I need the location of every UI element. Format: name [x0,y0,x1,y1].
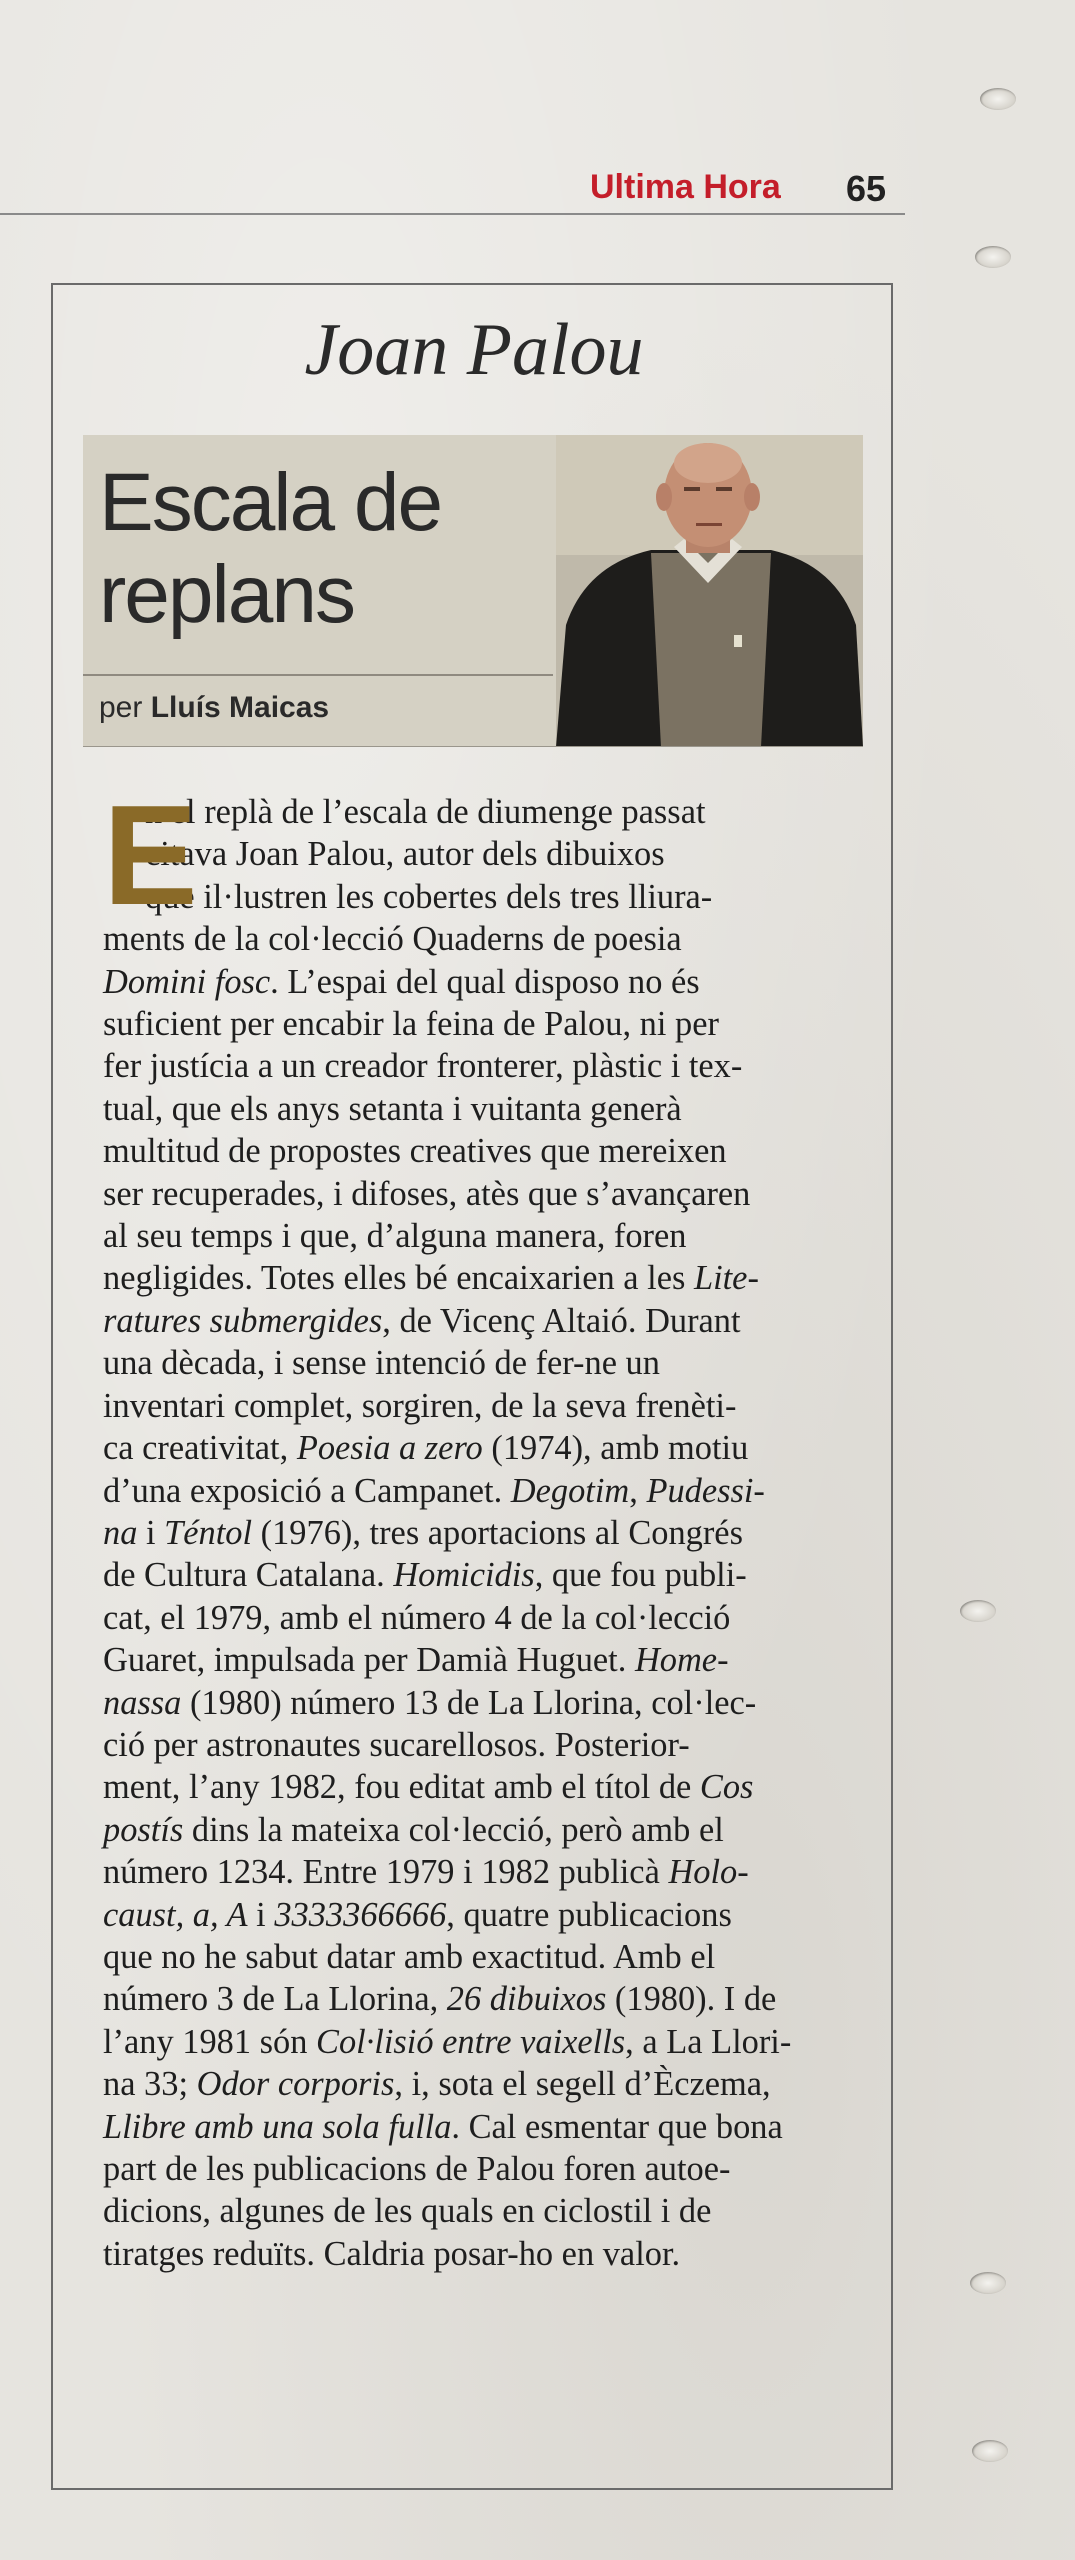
byline [99,691,329,725]
body-text-segment: n el replà de l’escala de diumenge passat [145,793,706,831]
punch-hole [975,246,1011,268]
body-line [103,1978,863,2020]
body-line [103,1639,863,1681]
body-title-italic: ratures submergides [103,1301,383,1340]
body-text-segment: ca creativitat, [103,1429,297,1468]
body-text-segment: na 33; [103,2065,197,2104]
body-text-segment: que il·lustren les cobertes dels tres lliura- [145,877,713,916]
body-text-segment: . Cal esmentar que bona [451,2107,783,2146]
body-line [103,2106,863,2148]
header-rule [0,213,905,215]
body-text-segment: , que fou publi- [534,1556,747,1595]
body-title-italic: nassa [103,1683,182,1722]
body-line [103,918,863,960]
body-line [103,1766,863,1808]
body-title-italic: caust, a, A [103,1895,248,1934]
body-text-segment: part de les publicacions de Palou foren autoe- [103,2150,731,2188]
author-portrait [556,435,863,747]
punch-hole [960,1600,996,1622]
body-title-italic: 3333366666 [274,1895,447,1934]
column-title-line: replans [99,549,354,640]
body-text-segment: tual, que els anys setanta i vuitanta generà [103,1089,682,1128]
body-text-segment: número 3 de La Llorina, [103,1980,447,2019]
body-line [103,1427,863,1469]
body-line [103,1851,863,1893]
body-line [103,876,863,918]
body-text-segment: , a La Llori- [625,2022,792,2061]
body-line [103,1470,863,1512]
byline-prefix: per [99,691,143,724]
body-text-segment: negligides. Totes elles bé encaixarien a les [103,1259,694,1298]
body-title-italic: Odor corporis [196,2065,395,2104]
body-text-segment: i [247,1895,275,1934]
body-text-segment: dins la mateixa col·lecció, però amb el [183,1810,724,1849]
body-line [103,1385,863,1427]
body-text-segment: (1974), amb motiu [482,1429,749,1468]
body-text-segment: ment, l’any 1982, fou editat amb el títol de [103,1768,700,1807]
body-title-italic: Home- [634,1641,729,1680]
body-line [103,1342,863,1384]
body-title-italic: Holo- [668,1853,749,1892]
body-line [103,1936,863,1978]
body-title-italic: Col·lisió entre vaixells [316,2022,626,2061]
author-heading: Joan Palou [304,309,644,391]
body-title-italic: Lite- [693,1259,759,1298]
body-line [103,791,863,833]
body-line [103,833,863,875]
body-title-italic: postís [103,1810,184,1849]
punch-hole [980,88,1016,110]
body-line [103,1682,863,1724]
body-text-segment: ments de la col·lecció Quaderns de poesia [103,920,682,959]
body-line [103,1173,863,1215]
body-title-italic: Domini fosc [103,962,271,1001]
body-line [103,1724,863,1766]
body-text-segment: número 1234. Entre 1979 i 1982 publicà [103,1853,669,1892]
body-line [103,1130,863,1172]
column-title-line: Escala de [99,457,442,548]
body-text-segment: cat, el 1979, amb el número 4 de la col·lecció [103,1598,731,1637]
body-title-italic: Téntol [164,1513,253,1552]
drop-cap: E [103,776,198,935]
body-line [103,2190,863,2232]
body-text-segment: (1980). I de [606,1980,777,2019]
body-line [103,2063,863,2105]
body-title-italic: Homicidis [393,1556,535,1595]
article [51,283,893,2490]
body-line [103,1257,863,1299]
body-line [103,961,863,1003]
body-text-segment: ció per astronautes sucarellosos. Posterior- [103,1725,690,1764]
body-text-segment: . L’espai del qual disposo no és [270,962,700,1001]
body-line [103,2021,863,2063]
body-line [103,1894,863,1936]
body-title-italic: Cos [699,1768,754,1807]
body-text-segment: (1980) número 13 de La Llorina, col·lec- [181,1683,757,1722]
column-title [99,457,539,641]
body-text-segment: multitud de propostes creatives que mereixen [103,1132,727,1171]
title-band [83,435,863,747]
body-text-segment: de Cultura Catalana. [103,1556,394,1595]
body-text-segment: ser recuperades, i difoses, atès que s’avançaren [103,1174,751,1213]
body-text-segment: , quatre publicacions [446,1895,732,1934]
body-line [103,1597,863,1639]
body-line [103,1045,863,1087]
body-title-italic: Pudessi- [646,1471,765,1510]
body-text-segment: Guaret, impulsada per Damià Huguet. [103,1641,635,1680]
body-text-segment: suficient per encabir la feina de Palou, ni per [103,1005,719,1044]
body-text-segment: citava Joan Palou, autor dels dibuixos [145,835,665,874]
body-text-segment: una dècada, i sense intenció de fer-ne un [103,1344,660,1383]
body-text-segment: inventari complet, sorgiren, de la seva frenèti- [103,1386,737,1425]
body-line [103,1215,863,1257]
body-line [103,1300,863,1342]
section-name: Ultima Hora [590,168,781,206]
page-number: 65 [846,168,887,209]
body-title-italic: Degotim [510,1471,630,1510]
byline-name: Lluís Maicas [150,691,330,724]
article-body [103,776,863,2275]
body-text-segment: al seu temps i que, d’alguna manera, foren [103,1217,687,1256]
body-line [103,2233,863,2275]
body-line [103,1809,863,1851]
body-text-segment: , [629,1471,647,1510]
body-text-segment: d’una exposició a Campanet. [103,1471,511,1510]
body-title-italic: na [103,1513,138,1552]
body-line [103,2148,863,2190]
byline-rule [83,674,553,676]
body-text-segment: i [137,1513,165,1552]
body-line [103,1003,863,1045]
body-title-italic: 26 dibuixos [446,1980,607,2019]
body-text-segment: dicions, algunes de les quals en ciclostil i de [103,2192,712,2231]
body-text-segment: (1976), tres aportacions al Congrés [252,1513,743,1552]
body-text-segment: , de Vicenç Altaió. Durant [382,1301,741,1340]
body-line [103,1512,863,1554]
punch-hole [970,2272,1006,2294]
body-line [103,1554,863,1596]
body-text-segment: fer justícia a un creador fronterer, plàstic i tex- [103,1047,743,1086]
body-text-segment: tiratges reduïts. Caldria posar-ho en valor. [103,2234,681,2273]
body-line [103,1088,863,1130]
body-title-italic: Poesia a zero [296,1429,483,1468]
body-title-italic: Llibre amb una sola fulla [103,2107,452,2146]
body-text-segment: que no he sabut datar amb exactitud. Amb el [103,1937,716,1976]
punch-hole [972,2440,1008,2462]
body-text-segment: l’any 1981 són [103,2022,317,2061]
body-text-segment: , i, sota el segell d’Èczema, [394,2065,771,2104]
